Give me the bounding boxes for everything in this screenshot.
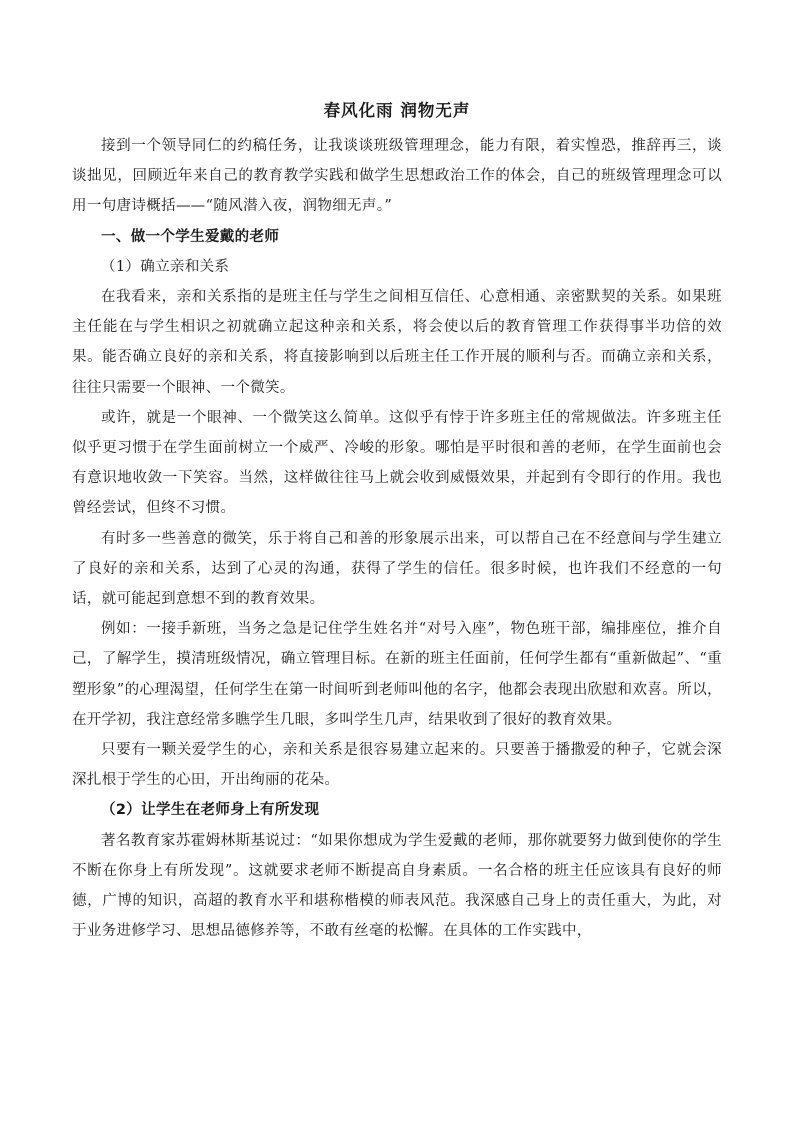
- paragraph: 或许，就是一个眼神、一个微笑这么简单。这似乎有悖于许多班主任的常规做法。许多班主任似乎更习惯于在学生面前树立一个威严、冷峻的形象。哪怕是平时很和善的老师，在学生面前也会有意识地收敛一下笑容。当然，这样做往往马上就会收到威慑效果，并起到有令即行的作用。我也曾经尝试，但终不习惯。: [72, 409, 722, 517]
- paragraph: 只要有一颗关爱学生的心，亲和关系是很容易建立起来的。只要善于播撒爱的种子，它就会深深扎根于学生的心田，开出绚丽的花朵。: [72, 742, 722, 789]
- section-heading-1: 一、做一个学生爱戴的老师: [101, 228, 280, 245]
- paragraph: 著名教育家苏霍姆林斯基说过：“如果你想成为学生爱戴的老师，那你就要努力做到使你的学生不断在你身上有所发现”。这就要求老师不断提高自身素质。一名合格的班主任应该具有良好的师德，广博的知识，高超的教育水平和堪称楷模的师表风范。我深感自己身上的责任重大，为此，对于业务进修学习、思想品德修养等，不敢有丝毫的松懈。在具体的工作实践中，: [72, 832, 722, 940]
- document-title: 春风化雨 润物无声: [323, 101, 471, 120]
- paragraph: 在我看来，亲和关系指的是班主任与学生之间相互信任、心意相通、亲密默契的关系。如果班主任能在与学生相识之初就确立起这种亲和关系，将会使以后的教育管理工作获得事半功倍的效果。能否确立良好的亲和关系，将直接影响到以后班主任工作开展的顺利与否。而确立亲和关系，往往只需要一个眼神、一个微笑。: [72, 289, 722, 396]
- intro-paragraph: 接到一个领导同仁的约稿任务，让我谈谈班级管理理念，能力有限，着实惶恐，推辞再三，谈谈拙见，回顾近年来自己的教育教学实践和做学生思想政治工作的体会，自己的班级管理理念可以用一句唐诗概括——“随风潜入夜，润物细无声。”: [72, 138, 722, 215]
- subsection-heading-2: （2）让学生在老师身上有所发现: [101, 802, 320, 819]
- paragraph: 例如：一接手新班，当务之急是记住学生姓名并“对号入座”，物色班干部，编排座位，推介自己，了解学生，摸清班级情况，确立管理目标。在新的班主任面前，任何学生都有“重新做起”、“重塑形象”的心理渴望，任何学生在第一时间听到老师叫他的名字，他都会表现出欣慰和欢喜。所以，在开学初，我注意经常多瞧学生几眼，多叫学生几声，结果收到了很好的教育效果。: [72, 621, 722, 728]
- paragraph: 有时多一些善意的微笑，乐于将自己和善的形象展示出来，可以帮自己在不经意间与学生建立了良好的亲和关系，达到了心灵的沟通，获得了学生的信任。很多时候，也许我们不经意的一句话，就可能起到意想不到的教育效果。: [72, 530, 722, 608]
- subsection-heading-1: （1）确立亲和关系: [101, 258, 230, 275]
- document-page: [72, 95, 722, 946]
